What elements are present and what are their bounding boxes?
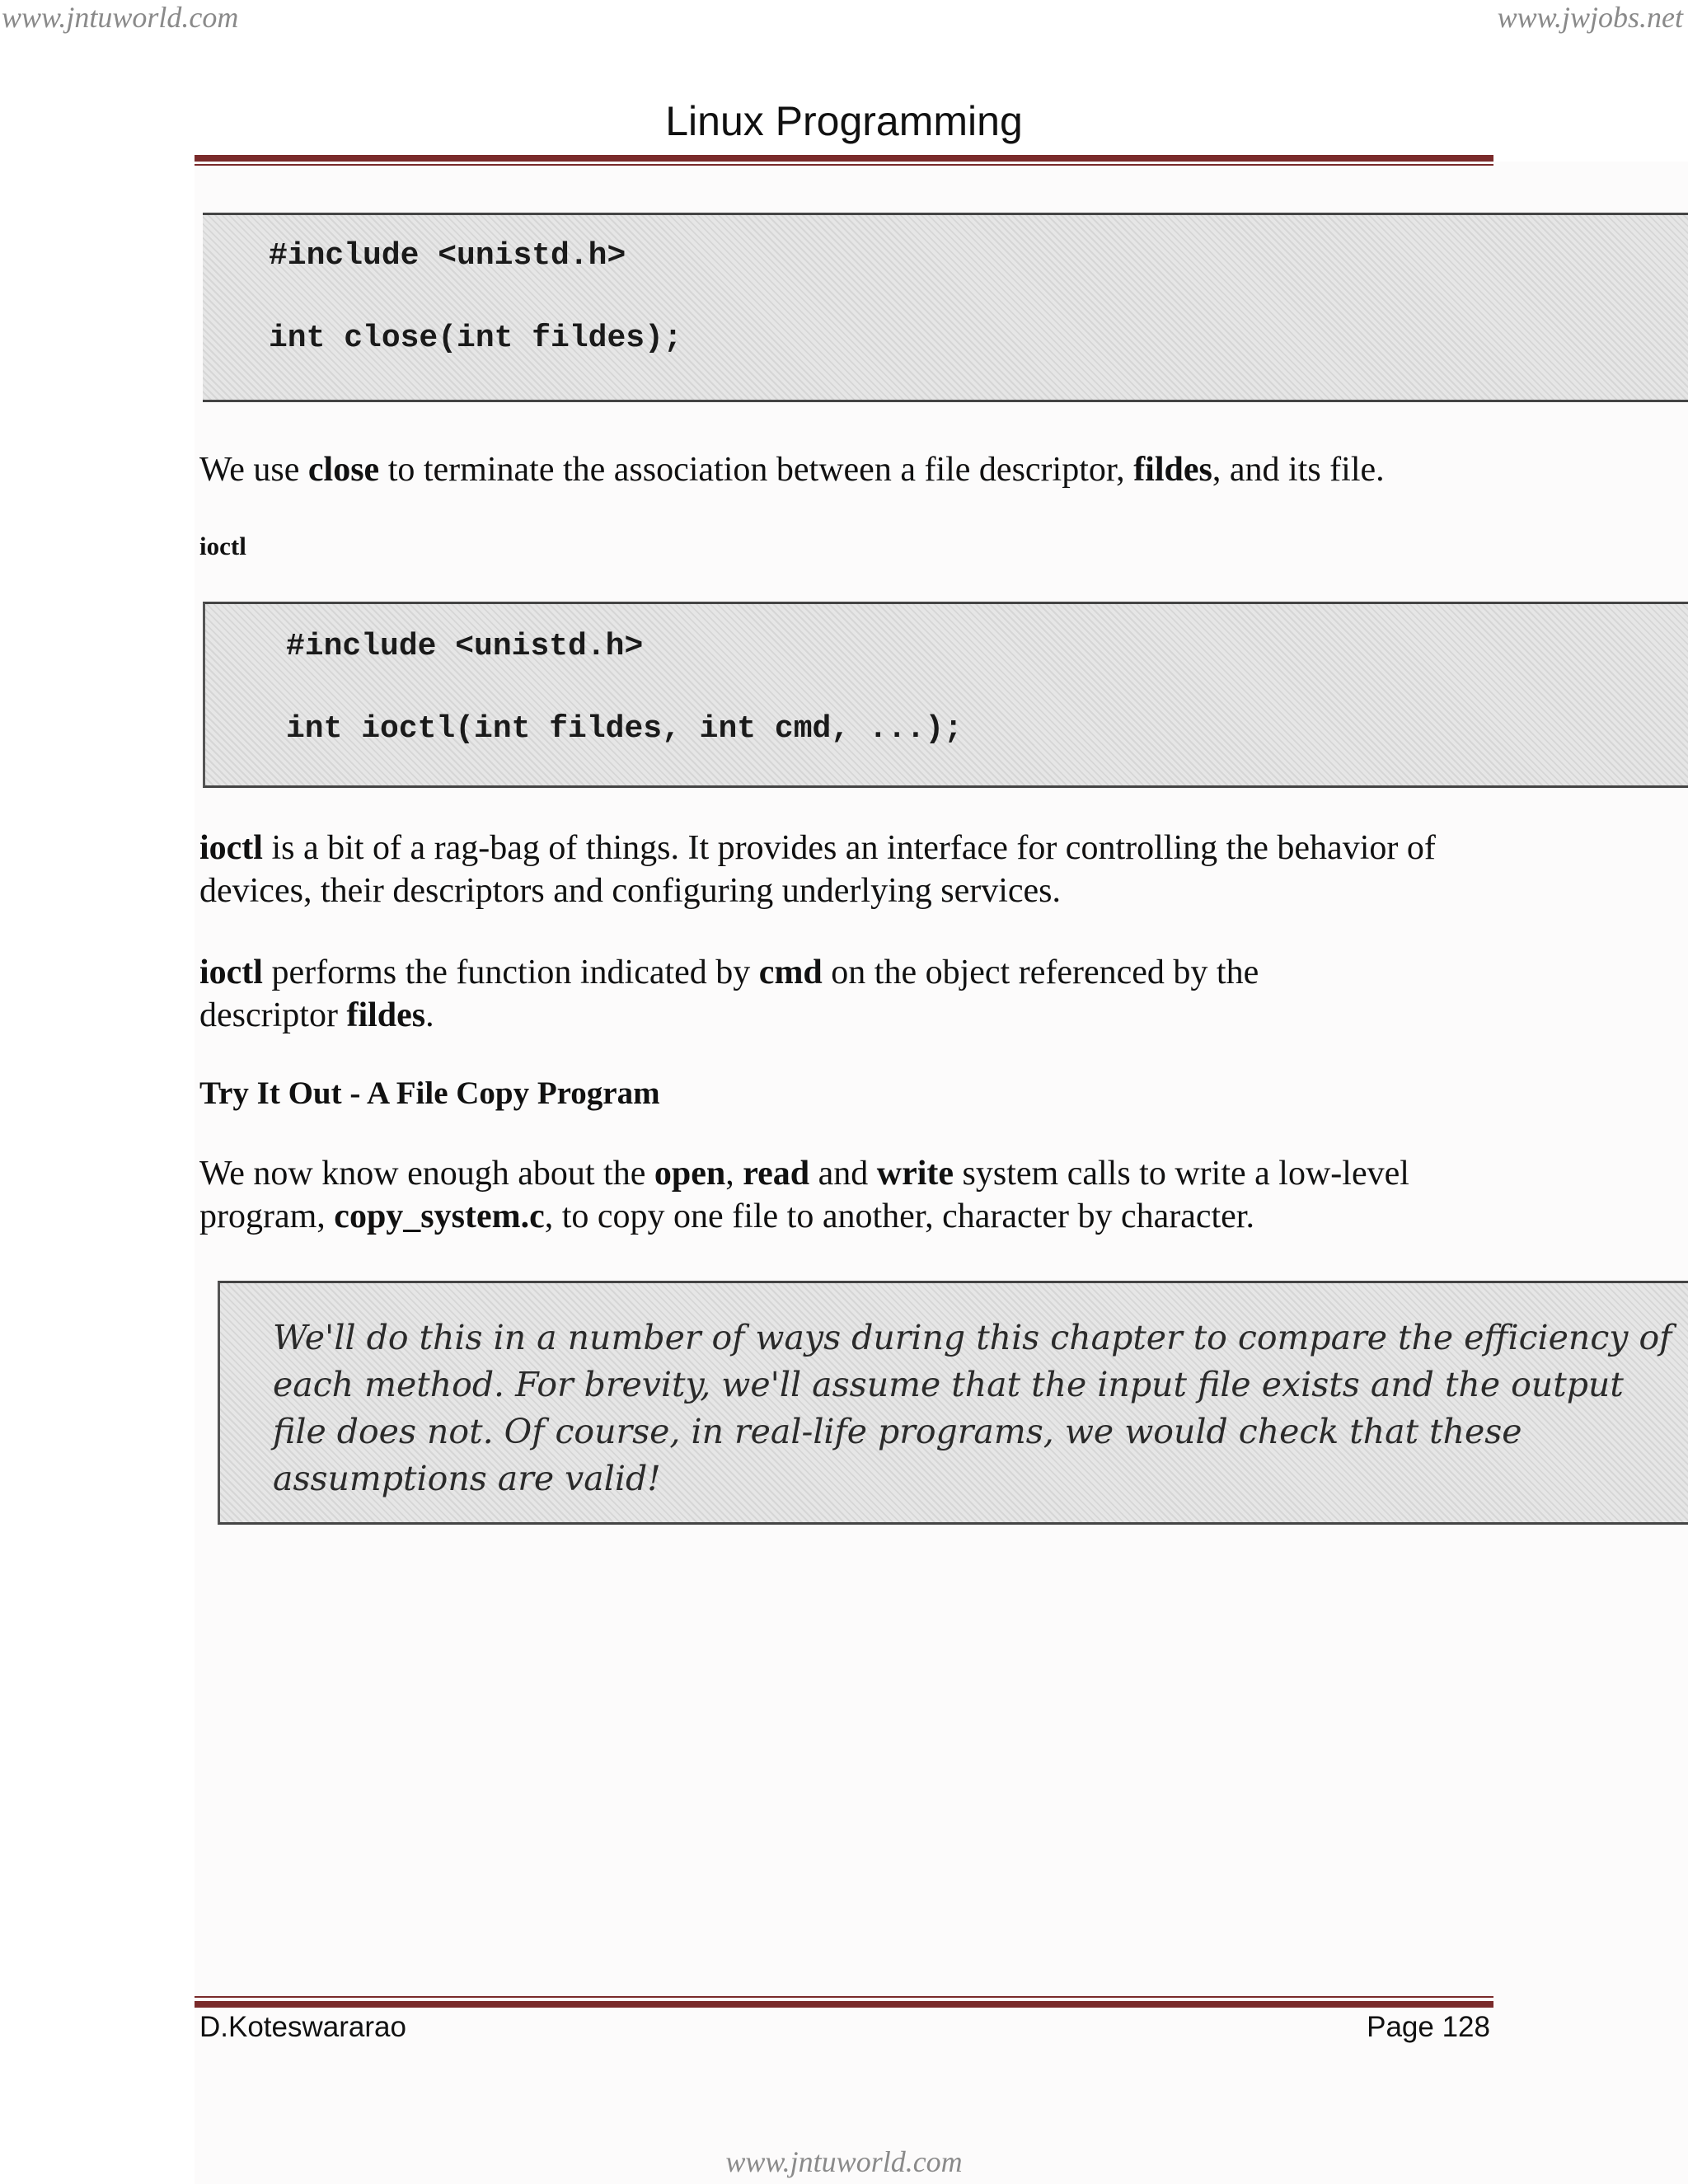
footer-rule-thin bbox=[195, 1996, 1493, 1998]
header-rule-thin bbox=[195, 164, 1493, 166]
code-block-ioctl bbox=[203, 602, 1688, 788]
paragraph-ioctl-2: ioctl performs the function indicated by cmd on the object referenced by the descriptor fildes. bbox=[199, 954, 1259, 1034]
code-line-close-prototype: int close(int fildes); bbox=[269, 321, 682, 356]
footer-page-number: Page 128 bbox=[1367, 2011, 1490, 2043]
section-heading-ioctl: ioctl bbox=[199, 532, 246, 560]
paragraph-copy-program: We now know enough about the open, read and write system calls to write a low-level program, copy_system.c, to copy one file to another, character by character. bbox=[199, 1155, 1409, 1235]
section-heading-try-it-out: Try It Out - A File Copy Program bbox=[199, 1076, 660, 1111]
footer-author: D.Koteswararao bbox=[199, 2011, 406, 2043]
note-box bbox=[218, 1281, 1688, 1525]
code-line-ioctl-prototype: int ioctl(int fildes, int cmd, ...); bbox=[286, 711, 963, 747]
note-text: We'll do this in a number of ways during this chapter to compare the efficiency of each method. For brevity, we'll assume that the input file exists and the output file does not. Of course, in real-life programs, we would check that these assumptions are valid! bbox=[273, 1318, 1672, 1498]
code-block-close bbox=[203, 213, 1688, 402]
watermark-bottom: www.jntuworld.com bbox=[725, 2145, 963, 2178]
watermark-top-left: www.jntuworld.com bbox=[2, 1, 239, 34]
paragraph-ioctl-1: ioctl is a bit of a rag-bag of things. It provides an interface for controlling the behavior of devices, their descriptors and configuring underlying services. bbox=[199, 829, 1436, 910]
paragraph-close: We use close to terminate the association between a file descriptor, fildes, and its file. bbox=[199, 451, 1385, 489]
code-line-include: #include <unistd.h> bbox=[286, 629, 644, 664]
page-title: Linux Programming bbox=[665, 98, 1023, 144]
footer-rule-thick bbox=[195, 2001, 1493, 2008]
watermark-top-right: www.jwjobs.net bbox=[1497, 1, 1683, 34]
code-line-include: #include <unistd.h> bbox=[269, 238, 626, 274]
header-rule-thick bbox=[195, 155, 1493, 162]
